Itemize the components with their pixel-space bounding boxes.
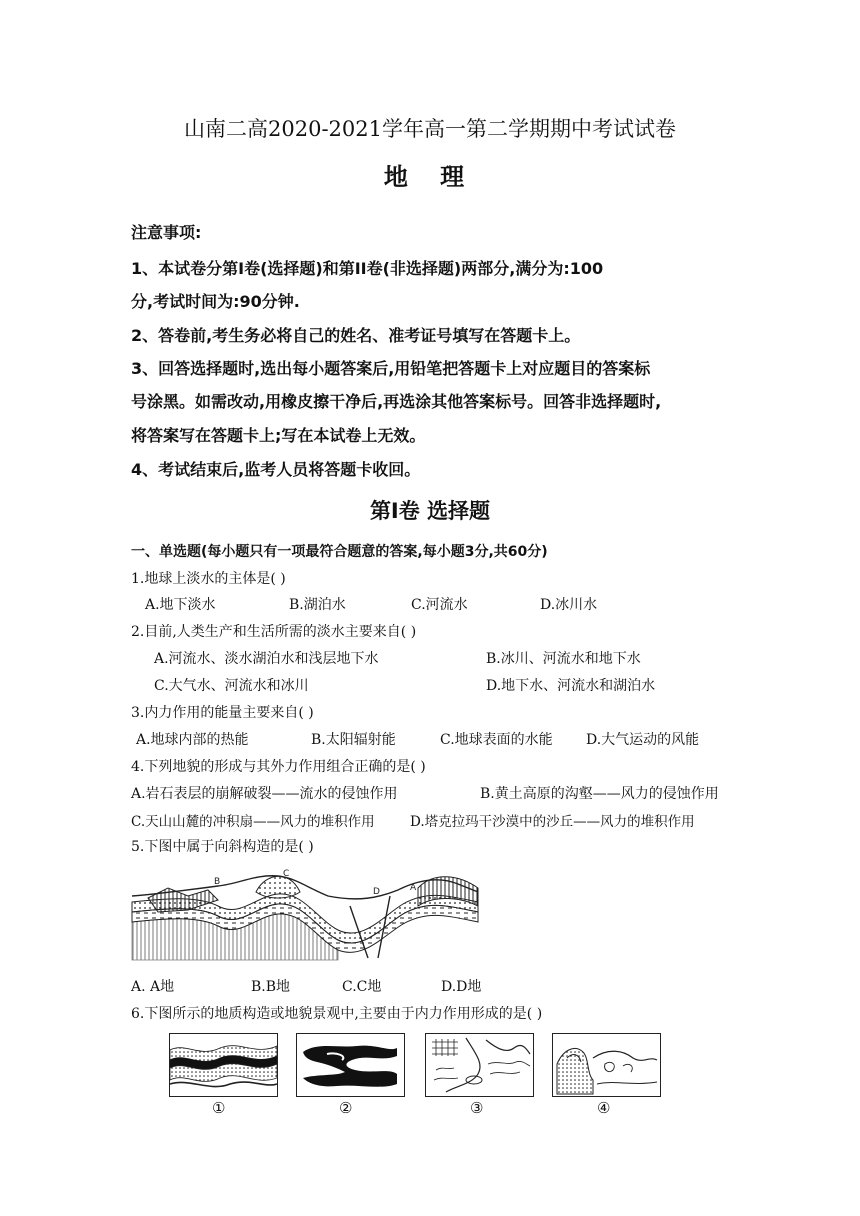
question-2-option-c: C.大气水、河流水和冰川 xyxy=(154,678,309,694)
notice-line-6: 将答案写在答题卡上;写在本试卷上无效。 xyxy=(131,426,426,445)
figure-3-label: ③ xyxy=(470,1099,484,1117)
question-4-option-a: A.岩石表层的崩解破裂——流水的侵蚀作用 xyxy=(131,786,398,802)
question-5-option-b: B.B地 xyxy=(251,979,291,995)
figure-4-label: ④ xyxy=(597,1099,611,1117)
question-1-option-d: D.冰川水 xyxy=(540,597,598,613)
question-6-stem: 6.下图所示的地质构造或地貌景观中,主要由于内力作用形成的是( ) xyxy=(131,1006,543,1022)
question-3-option-c: C.地球表面的水能 xyxy=(440,732,553,748)
question-4-option-b: B.黄土高原的沟壑——风力的侵蚀作用 xyxy=(480,786,719,802)
notice-line-2: 分,考试时间为:90分钟. xyxy=(131,292,300,311)
figure-2-label: ② xyxy=(339,1099,353,1117)
question-5-option-c: C.C地 xyxy=(342,979,382,995)
fold-label-c: C xyxy=(283,869,290,879)
figure-4-landform xyxy=(552,1033,661,1097)
question-5-stem: 5.下图中属于向斜构造的是( ) xyxy=(131,839,314,855)
question-2-option-b: B.冰川、河流水和地下水 xyxy=(486,651,641,667)
question-3-option-a: A.地球内部的热能 xyxy=(136,732,249,748)
notice-line-1: 1、本试卷分第Ⅰ卷(选择题)和第II卷(非选择题)两部分,满分为:100 xyxy=(131,259,604,278)
question-3-stem: 3.内力作用的能量主要来自( ) xyxy=(131,705,314,721)
figure-1-folded-strata xyxy=(169,1033,278,1097)
figure-1-label: ① xyxy=(212,1099,226,1117)
fold-label-a: A xyxy=(410,883,417,893)
notice-heading: 注意事项: xyxy=(131,223,202,242)
figure-2-landform xyxy=(296,1033,405,1097)
question-1-option-b: B.湖泊水 xyxy=(289,597,346,613)
fold-label-b: B xyxy=(214,877,221,887)
fold-structure-figure xyxy=(128,866,484,962)
question-2-option-d: D.地下水、河流水和湖泊水 xyxy=(486,678,656,694)
question-4-option-c: C.天山山麓的冲积扇——风力的堆积作用 xyxy=(131,814,375,830)
subject-title: 地 理 xyxy=(383,162,477,191)
exam-title: 山南二高2020-2021学年高一第二学期期中考试试卷 xyxy=(184,117,676,141)
notice-line-4: 3、回答选择题时,选出每小题答案后,用铅笔把答题卡上对应题目的答案标 xyxy=(131,359,651,378)
notice-line-5: 号涂黑。如需改动,用橡皮擦干净后,再选涂其他答案标号。回答非选择题时, xyxy=(131,392,662,411)
question-2-stem: 2.目前,人类生产和生活所需的淡水主要来自( ) xyxy=(131,624,417,640)
section-instruction: 一、单选题(每小题只有一项最符合题意的答案,每小题3分,共60分) xyxy=(131,544,548,560)
fold-label-d: D xyxy=(373,887,380,897)
question-1-option-a: A.地下淡水 xyxy=(145,597,216,613)
figure-3-landform xyxy=(425,1033,534,1097)
question-1-stem: 1.地球上淡水的主体是( ) xyxy=(131,571,286,587)
question-3-option-d: D.大气运动的风能 xyxy=(586,732,700,748)
notice-line-3: 2、答卷前,考生务必将自己的姓名、准考证号填写在答题卡上。 xyxy=(131,326,581,345)
section-title: 第Ⅰ卷 选择题 xyxy=(369,499,491,523)
question-5-option-d: D.D地 xyxy=(441,979,482,995)
question-1-option-c: C.河流水 xyxy=(411,597,468,613)
question-3-option-b: B.太阳辐射能 xyxy=(311,732,396,748)
question-4-stem: 4.下列地貌的形成与其外力作用组合正确的是( ) xyxy=(131,759,426,775)
question-4-option-d: D.塔克拉玛干沙漠中的沙丘——风力的堆积作用 xyxy=(410,814,695,830)
notice-line-7: 4、考试结束后,监考人员将答题卡收回。 xyxy=(131,460,421,479)
question-5-option-a: A. A地 xyxy=(131,979,175,995)
question-2-option-a: A.河流水、淡水湖泊水和浅层地下水 xyxy=(154,651,379,667)
